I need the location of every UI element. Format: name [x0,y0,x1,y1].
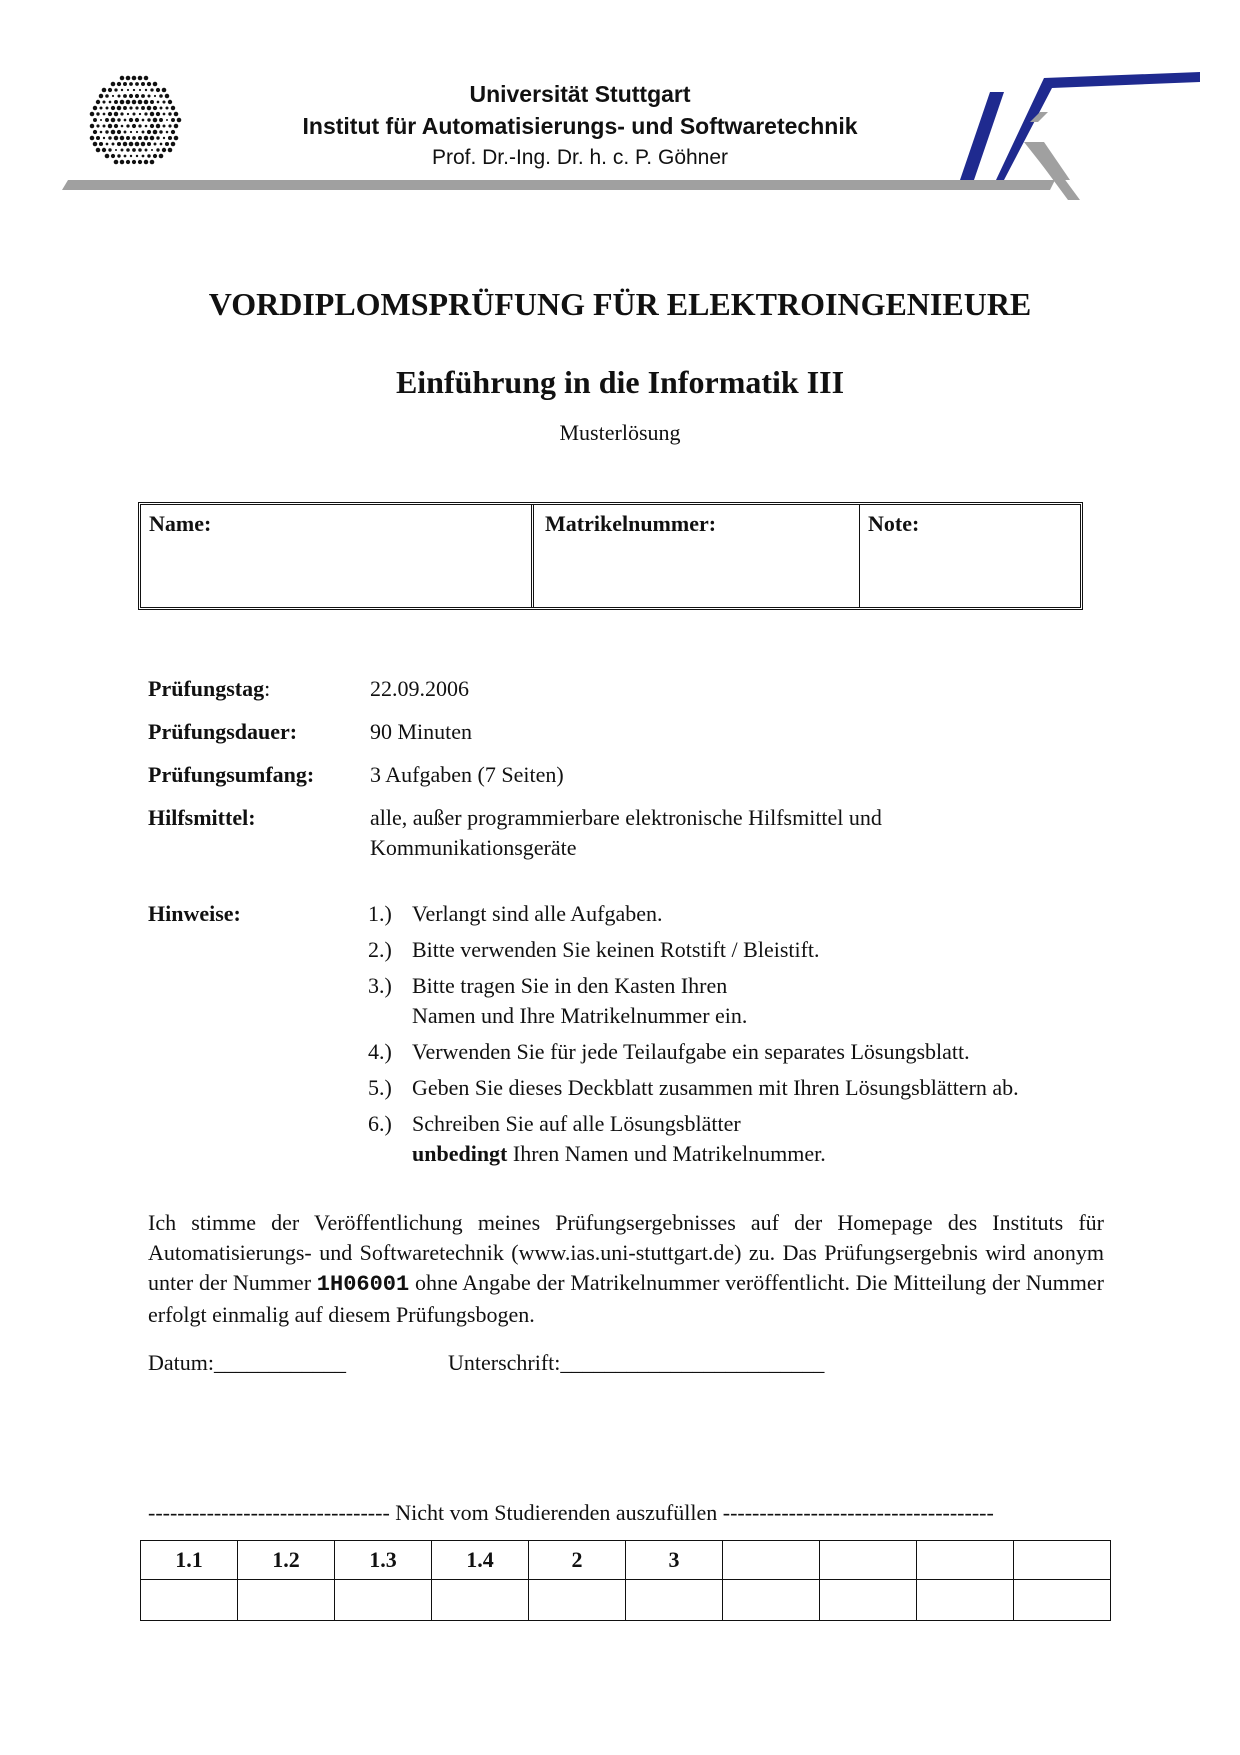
matrikel-label: Matrikelnummer: [545,511,717,536]
hints-label: Hinweise: [148,901,241,926]
grading-column-header: 1.4 [432,1541,529,1580]
university-name: Universität Stuttgart [469,81,691,107]
signature-field[interactable]: Unterschrift:________________________ [448,1350,825,1375]
grading-column-header [1014,1541,1111,1580]
exam-date-colon: : [264,676,271,701]
score-cell[interactable] [1014,1580,1111,1621]
aids-value-line1: alle, außer programmierbare elektronische Hilfsmittel und [370,805,882,830]
consent-text-2: ohne Angabe der Matrikelnummer veröffentlicht. Die Mitteilung der Nummer erfolgt einmalig auf diesem Prüfungsbogen. [148,1270,1104,1327]
hint-text: Verwenden Sie für jede Teilaufgabe ein separates Lösungsblatt. [412,1039,970,1064]
professor-name: Prof. Dr.-Ing. Dr. h. c. P. Göhner [431,146,729,169]
score-cell[interactable] [141,1580,238,1621]
aids-value-line2: Kommunikationsgeräte [370,835,577,860]
aids-label: Hilfsmittel: [148,805,256,830]
subject-title: Einführung in die Informatik III [395,364,845,400]
name-field[interactable] [141,505,534,607]
solution-note: Musterlösung [559,420,681,445]
score-cell[interactable] [238,1580,335,1621]
hint-number: 3.) [368,973,392,998]
grading-column-header: 1.1 [141,1541,238,1580]
student-info-box [138,502,1083,610]
hint-text: Verlangt sind alle Aufgaben. [412,901,663,926]
grading-score-row [141,1580,1111,1621]
date-signature-field[interactable]: Datum:____________ [148,1350,346,1375]
hint-text: Bitte tragen Sie in den Kasten Ihren [412,973,728,998]
score-cell[interactable] [529,1580,626,1621]
consent-paragraph [148,1208,1104,1330]
hint-emphasis: unbedingt [412,1141,508,1166]
exam-date-label: Prüfungstag [148,676,265,701]
ias-logo [960,72,1200,200]
score-cell[interactable] [432,1580,529,1621]
score-cell[interactable] [626,1580,723,1621]
exam-title: VORDIPLOMSPRÜFUNG FÜR ELEKTROINGENIEURE [208,286,1032,322]
grading-column-header [820,1541,917,1580]
exam-date-value: 22.09.2006 [370,676,469,701]
grading-separator: --------------------------------- Nicht vom Studierenden auszufüllen ------------------------------------- [148,1500,994,1525]
score-cell[interactable] [820,1580,917,1621]
grading-column-header: 1.2 [238,1541,335,1580]
grading-header-row [141,1541,1111,1580]
score-cell[interactable] [723,1580,820,1621]
grading-column-header [723,1541,820,1580]
exam-duration-value: 90 Minuten [370,719,473,744]
hint-number: 1.) [368,901,392,926]
hint-text-cont: Namen und Ihre Matrikelnummer ein. [412,1003,748,1028]
score-cell[interactable] [335,1580,432,1621]
grade-label: Note: [868,511,920,536]
anonymous-number: 1H06001 [316,1272,410,1297]
hint-number: 4.) [368,1039,392,1064]
grade-field[interactable] [860,505,1080,607]
hint-number: 6.) [368,1111,392,1136]
consent-text-1: Ich stimme der Veröffentlichung meines Prüfungsergebnisses auf der Homepage des Instituts für Automatisierungs- und Softwaretechnik (www.ias.uni-stuttgart.de) zu. Das Prüfungsergebnis wird anonym unter der Nummer [148,1210,1104,1295]
hint-text: Bitte verwenden Sie keinen Rotstift / Bleistift. [412,937,820,962]
exam-scope-value: 3 Aufgaben (7 Seiten) [370,762,564,787]
grading-column-header: 3 [626,1541,723,1580]
exam-duration-label: Prüfungsdauer: [148,719,298,744]
exam-scope-label: Prüfungsumfang: [148,762,315,787]
hint-text: Schreiben Sie auf alle Lösungsblätter [412,1111,741,1136]
grading-table [140,1540,1111,1621]
hint-number: 2.) [368,937,392,962]
institute-name: Institut für Automatisierungs- und Softwaretechnik [302,113,858,139]
grading-column-header: 2 [529,1541,626,1580]
university-logo [86,72,182,172]
score-cell[interactable] [917,1580,1014,1621]
grading-column-header [917,1541,1014,1580]
matrikel-field[interactable] [537,505,860,607]
grading-column-header: 1.3 [335,1541,432,1580]
hint-text-cont [412,1139,826,1169]
hint-number: 5.) [368,1075,392,1100]
hint-text: Geben Sie dieses Deckblatt zusammen mit Ihren Lösungsblättern ab. [412,1075,1019,1100]
hint-text-rest: Ihren Namen und Matrikelnummer. [507,1141,826,1166]
name-label: Name: [149,511,212,536]
